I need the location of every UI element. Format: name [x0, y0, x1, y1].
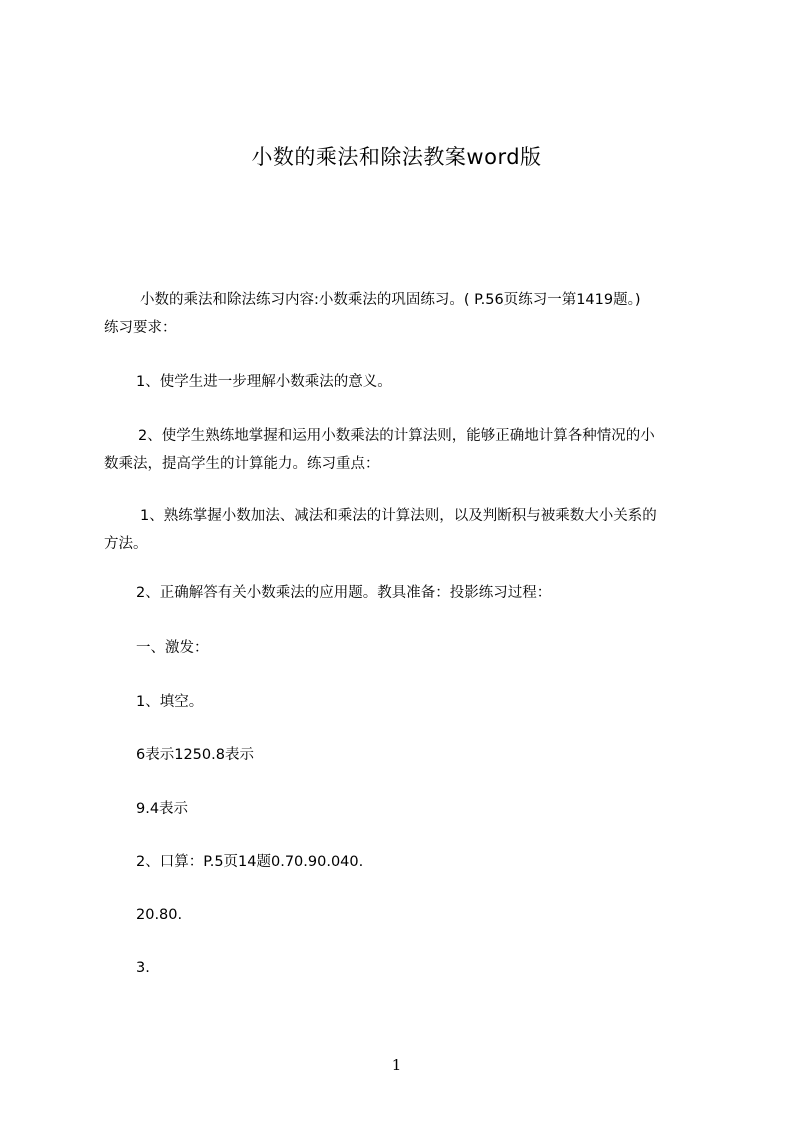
paragraph-mental-math: 2、口算：P.5页14题0.70.90.040. [136, 854, 364, 870]
page-number: 1 [391, 1056, 402, 1074]
document-title: 小数的乘法和除法教案word版 [251, 145, 542, 169]
paragraph-mental-math-cont: 20.80. [136, 907, 183, 923]
paragraph-content-line-2: 练习要求： [104, 320, 177, 336]
paragraph-requirement-2-line-1: 2、使学生熟练地掌握和运用小数乘法的计算法则，能够正确地计算各种情况的小 [138, 428, 655, 444]
section-heading-excite: 一、激发： [136, 640, 209, 656]
paragraph-exercise-1: 6表示1250.8表示 [136, 747, 254, 763]
paragraph-focus-1-line-1: 1、熟练掌握小数加法、减法和乘法的计算法则，以及判断积与被乘数大小关系的 [140, 508, 657, 524]
paragraph-focus-2: 2、正确解答有关小数乘法的应用题。教具准备：投影练习过程： [136, 585, 552, 601]
paragraph-requirement-2-line-2: 数乘法，提高学生的计算能力。练习重点： [104, 456, 380, 472]
paragraph-focus-1-line-2: 方法。 [104, 536, 148, 552]
paragraph-exercise-2: 9.4表示 [136, 801, 189, 817]
paragraph-requirement-1: 1、使学生进一步理解小数乘法的意义。 [136, 374, 392, 390]
paragraph-fill-blank: 1、填空。 [136, 694, 204, 710]
paragraph-content-line-1: 小数的乘法和除法练习内容:小数乘法的巩固练习。( P.56页练习一第1419题。) [140, 292, 641, 308]
paragraph-item-3: 3. [136, 960, 150, 976]
